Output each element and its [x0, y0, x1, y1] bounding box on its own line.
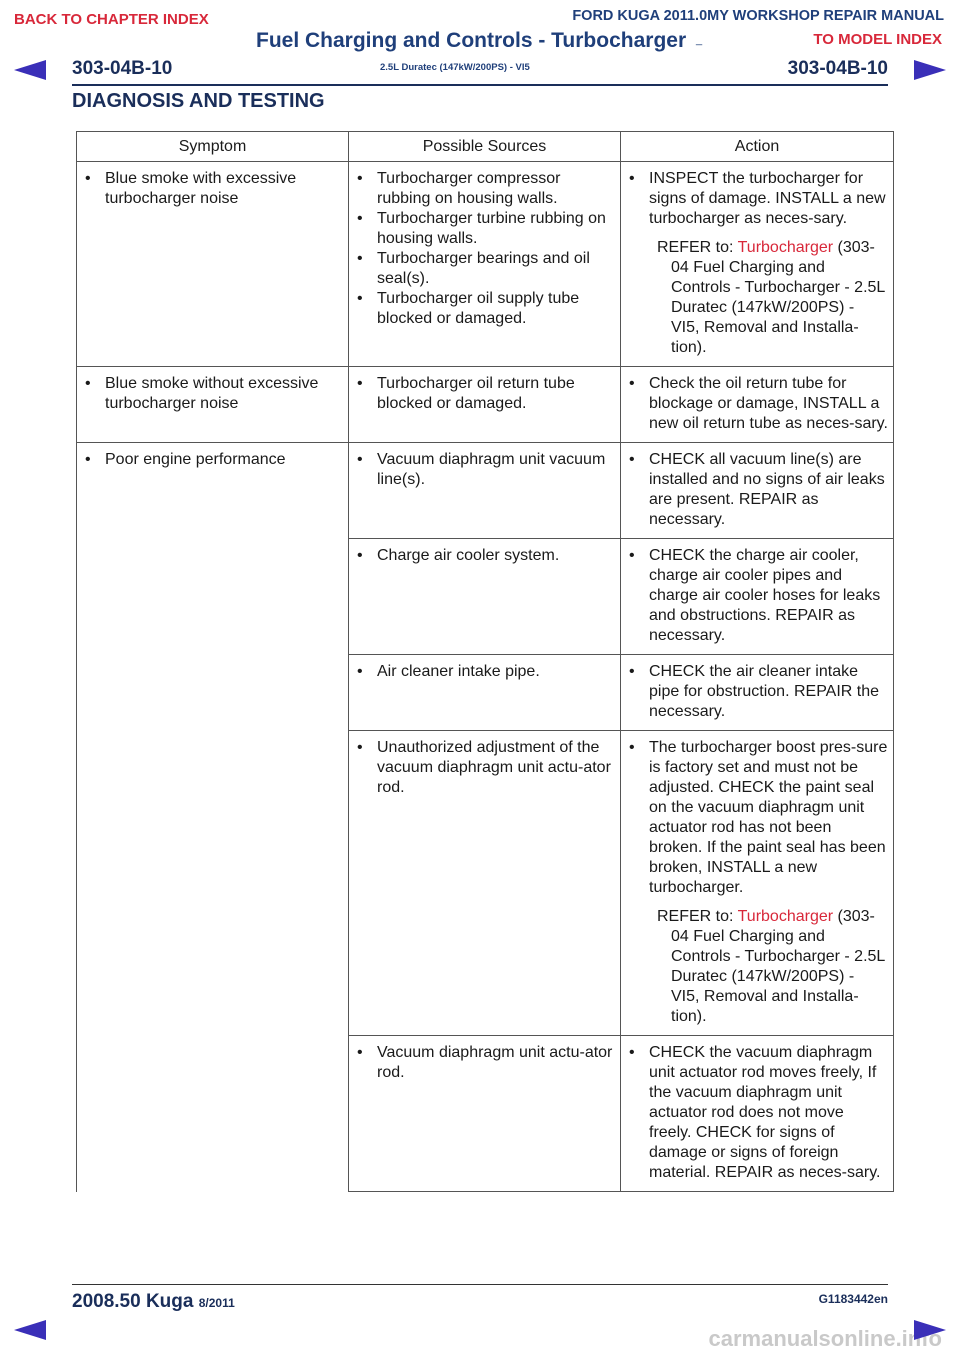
action-text: • INSPECT the turbocharger for signs of damage. INSTALL a new turbocharger as neces-sary. — [625, 169, 889, 229]
source-item: • Vacuum diaphragm unit vacuum line(s). — [353, 450, 616, 490]
symptom-text: • Poor engine performance — [81, 450, 344, 470]
section-heading: DIAGNOSIS AND TESTING — [72, 90, 325, 112]
sources-cell — [349, 443, 621, 539]
action-cell — [621, 443, 894, 539]
footer-code: G1183442en — [818, 1292, 888, 1306]
action-cell — [621, 539, 894, 655]
source-item: • Charge air cooler system. — [353, 546, 616, 566]
page-code-right: 303-04B-10 — [787, 58, 888, 79]
next-page-arrow-icon[interactable] — [914, 1320, 946, 1340]
action-text: • CHECK the air cleaner intake pipe for obstruction. REPAIR the necessary. — [625, 662, 889, 722]
action-text: • CHECK all vacuum line(s) are installed and no signs of air leaks are present. REPAIR as necessary. — [625, 450, 889, 530]
prev-page-arrow-icon[interactable] — [14, 1320, 46, 1340]
sources-cell — [349, 539, 621, 655]
footer-model-text: 2008.50 Kuga — [72, 1291, 194, 1312]
sources-cell — [349, 162, 621, 367]
manual-title: FORD KUGA 2011.0MY WORKSHOP REPAIR MANUAL — [572, 8, 944, 24]
sources-cell — [349, 655, 621, 731]
refer-prefix: REFER to: — [657, 908, 738, 925]
refer-prefix: REFER to: — [657, 239, 738, 256]
page-code-left: 303-04B-10 — [72, 58, 173, 79]
engine-subtitle: 2.5L Duratec (147kW/200PS) - VI5 — [380, 62, 530, 73]
action-cell — [621, 1036, 894, 1192]
footer-model — [72, 1291, 235, 1313]
table-row — [77, 367, 894, 443]
footer-rule — [72, 1284, 888, 1285]
section-title: Fuel Charging and Controls - Turbocharger — [256, 29, 687, 52]
footer-date: 8/2011 — [198, 1296, 235, 1310]
refer-rest: (303-04 Fuel Charging and Controls - Turbocharger - 2.5L Duratec (147kW/200PS) - VI5, Removal and Installa-tion). — [671, 908, 885, 1025]
action-text: • Check the oil return tube for blockage or damage, INSTALL a new oil return tube as neces-sary. — [625, 374, 889, 434]
source-item: • Turbocharger compressor rubbing on housing walls. — [353, 169, 616, 209]
table-header-row — [77, 132, 894, 162]
action-cell — [621, 162, 894, 367]
sources-cell — [349, 367, 621, 443]
action-cell — [621, 655, 894, 731]
symptom-cell — [77, 443, 349, 1192]
refer-note — [625, 238, 889, 358]
source-item: • Vacuum diaphragm unit actu-ator rod. — [353, 1043, 616, 1083]
source-item: • Turbocharger turbine rubbing on housing walls. — [353, 209, 616, 249]
symptom-cell — [77, 162, 349, 367]
source-item: • Air cleaner intake pipe. — [353, 662, 616, 682]
turbocharger-link[interactable]: Turbocharger — [737, 908, 834, 925]
source-item: • Turbocharger bearings and oil seal(s). — [353, 249, 616, 289]
refer-note — [625, 907, 889, 1027]
symptom-cell — [77, 367, 349, 443]
to-model-index-link[interactable]: TO MODEL INDEX — [813, 31, 942, 48]
action-text: • CHECK the charge air cooler, charge air cooler pipes and charge air cooler hoses for leaks and obstructions. REPAIR as necessary. — [625, 546, 889, 646]
back-to-chapter-index-link[interactable]: BACK TO CHAPTER INDEX — [14, 11, 209, 28]
diagnosis-table — [76, 131, 894, 1192]
header-possible-sources: Possible Sources — [349, 132, 621, 162]
header-action: Action — [621, 132, 894, 162]
action-text: • The turbocharger boost pres-sure is factory set and must not be adjusted. CHECK the paint seal on the vacuum diaphragm unit actuator rod has not been broken. If the paint seal has been broken, INSTALL a new turbocharger. — [625, 738, 889, 898]
title-dash: _ — [696, 34, 703, 46]
source-item: • Unauthorized adjustment of the vacuum diaphragm unit actu-ator rod. — [353, 738, 616, 798]
header-symptom: Symptom — [77, 132, 349, 162]
sources-cell — [349, 731, 621, 1036]
sources-cell — [349, 1036, 621, 1192]
table-row — [77, 443, 894, 539]
refer-rest: (303-04 Fuel Charging and Controls - Turbocharger - 2.5L Duratec (147kW/200PS) - VI5, Removal and Installa-tion). — [671, 239, 885, 356]
table-row — [77, 162, 894, 367]
source-item: • Turbocharger oil supply tube blocked or damaged. — [353, 289, 616, 329]
next-page-arrow-icon[interactable] — [914, 60, 946, 80]
symptom-text: • Blue smoke without excessive turbocharger noise — [81, 374, 344, 414]
source-item: • Turbocharger oil return tube blocked or damaged. — [353, 374, 616, 414]
prev-page-arrow-icon[interactable] — [14, 60, 46, 80]
turbocharger-link[interactable]: Turbocharger — [737, 239, 834, 256]
action-cell — [621, 731, 894, 1036]
action-cell — [621, 367, 894, 443]
symptom-text: • Blue smoke with excessive turbocharger noise — [81, 169, 344, 209]
header-rule — [72, 84, 888, 86]
watermark: carmanualsonline.info — [708, 1326, 942, 1351]
action-text: • CHECK the vacuum diaphragm unit actuator rod moves freely, If the vacuum diaphragm unit actuator rod does not move freely. CHECK for signs of damage or signs of foreign material. REPAIR as neces-sary. — [625, 1043, 889, 1183]
